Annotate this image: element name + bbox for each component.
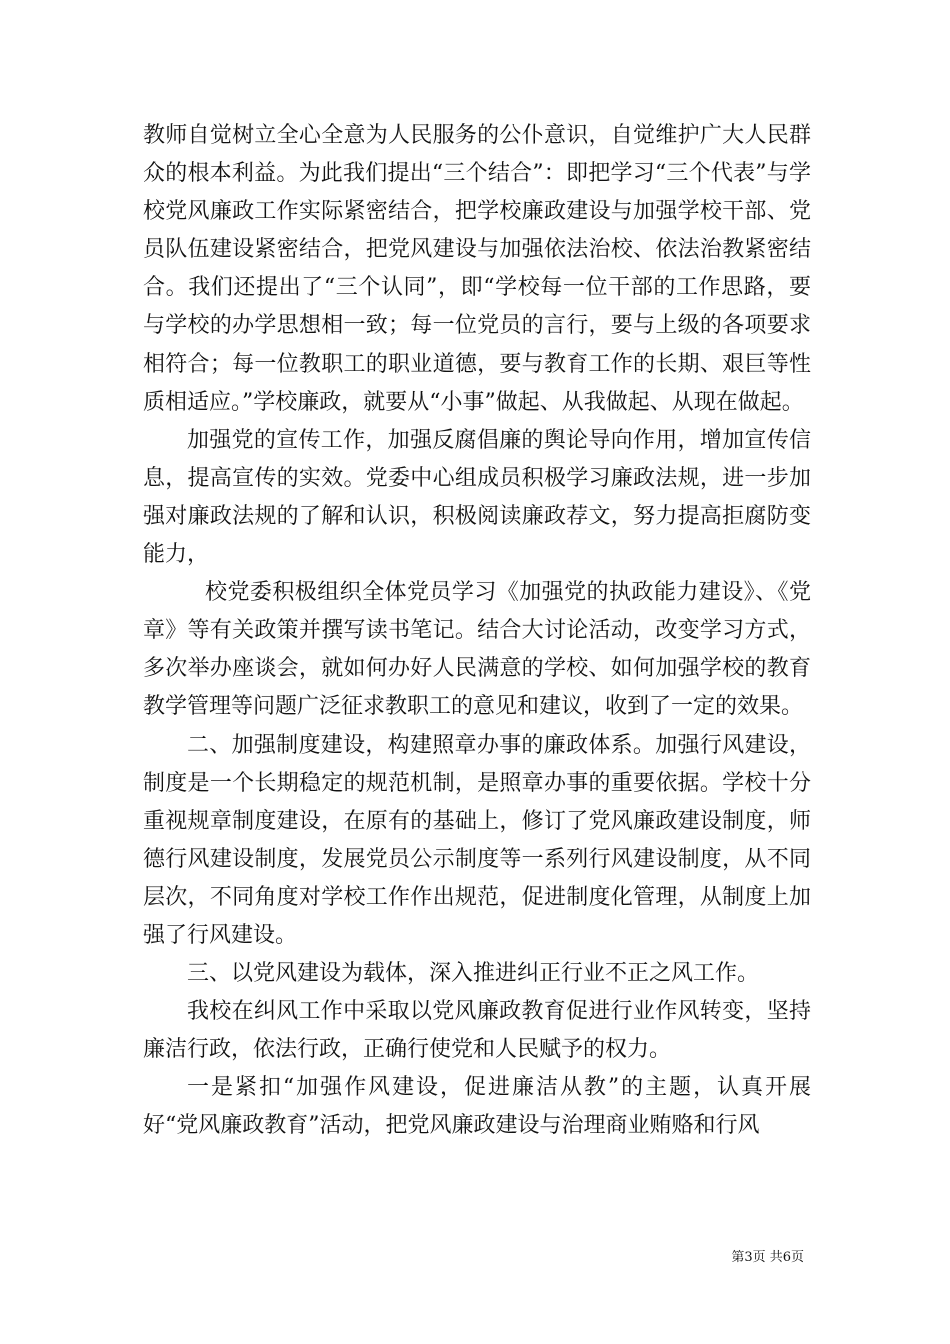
paragraph-3: 校党委积极组织全体党员学习《加强党的执政能力建设》、《党章》等有关政策并撰写读书笔记。结合大讨论活动，改变学习方式，多次举办座谈会，就如何办好人民满意的学校、如何加强学校的教育教学管理等问题广泛征求教职工的意见和建议，收到了一定的效果。: [143, 580, 811, 720]
document-body: [143, 117, 811, 1146]
paragraph-1: 教师自觉树立全心全意为人民服务的公仆意识，自觉维护广大人民群众的根本利益。为此我们提出“三个结合”：即把学习“三个代表”与学校党风廉政工作实际紧密结合，把学校廉政建设与加强学校干部、党员队伍建设紧密结合，把党风建设与加强依法治校、依法治教紧密结合。我们还提出了“三个认同”，即“学校每一位干部的工作思路，要与学校的办学思想相一致；每一位党员的言行，要与上级的各项要求相符合；每一位教职工的职业道德，要与教育工作的长期、艰巨等性质相适应。”学校廉政，就要从“小事”做起、从我做起、从现在做起。: [143, 123, 811, 415]
paragraph-5: 三、以党风建设为载体，深入推进纠正行业不正之风工作。: [187, 961, 760, 987]
paragraph-7: 一是紧扣“加强作风建设，促进廉洁从教”的主题，认真开展好“党风廉政教育”活动，把党风廉政建设与治理商业贿赂和行风: [143, 1075, 811, 1139]
paragraph-2: 加强党的宣传工作，加强反腐倡廉的舆论导向作用，增加宣传信息，提高宣传的实效。党委中心组成员积极学习廉政法规，进一步加强对廉政法规的了解和认识，积极阅读廉政荐文，努力提高拒腐防变能力，: [143, 427, 811, 568]
paragraph-6: 我校在纠风工作中采取以党风廉政教育促进行业作风转变，坚持廉洁行政，依法行政，正确行使党和人民赋予的权力。: [143, 999, 811, 1063]
page-number-footer: 第3页 共6页: [731, 1250, 804, 1265]
paragraph-4: 二、加强制度建设，构建照章办事的廉政体系。加强行风建设，制度是一个长期稳定的规范机制，是照章办事的重要依据。学校十分重视规章制度建设，在原有的基础上，修订了党风廉政建设制度，师德行风建设制度，发展党员公示制度等一系列行风建设制度，从不同层次，不同角度对学校工作作出规范，促进制度化管理，从制度上加强了行风建设。: [143, 732, 811, 948]
